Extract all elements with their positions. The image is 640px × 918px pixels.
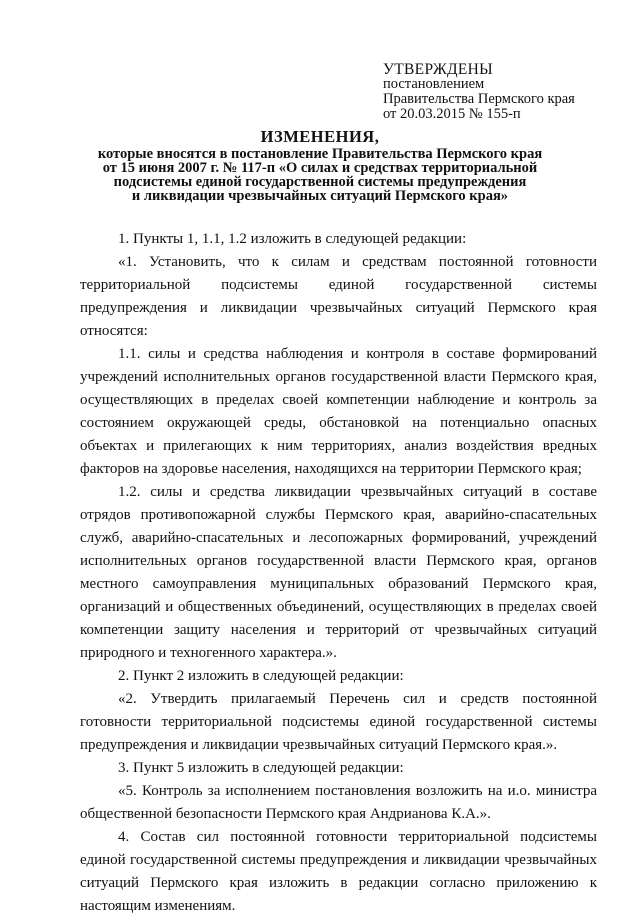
paragraph-point-2: «2. Утвердить прилагаемый Перечень сил и средств постоянной готовности территориальной подсистемы единой государственной системы предупреждения и ликвидации чрезвычайных ситуаций Пермского края.». [80,691,597,753]
document-body [80,228,597,918]
paragraph-item-3: 3. Пункт 5 изложить в следующей редакции: [118,760,404,776]
approval-heading: УТВЕРЖДЕНЫ [383,61,493,78]
document-subtitle [90,147,550,203]
subtitle-line: от 15 июня 2007 г. № 117-п «О силах и средствах территориальной [102,160,538,176]
approval-line: Правительства Пермского края [383,91,575,107]
approval-line: постановлением [383,76,485,92]
paragraph-item-2: 2. Пункт 2 изложить в следующей редакции: [118,668,404,684]
paragraph-point-1-1: 1.1. силы и средства наблюдения и контроля в составе формирований учреждений исполнительных органов государственной власти Пермского края, осуществляющих в пределах своей компетенции наблюдение и контроль за состоянием окружающей среды, обстановкой на потенциально опасных объектах и прилегающих к ним территориях, анализ воздействия вредных факторов на здоровье населения, находящихся на территории Пермского края; [80,346,597,477]
approval-stamp [383,62,633,122]
paragraph-item-4: 4. Состав сил постоянной готовности территориальной подсистемы единой государственной системы предупреждения и ликвидации чрезвычайных ситуаций Пермского края изложить в редакции согласно приложению к настоящим изменениям. [80,829,597,914]
approval-date-number: от 20.03.2015 № 155-п [383,106,521,122]
paragraph-point-5: «5. Контроль за исполнением постановления возложить на и.о. министра общественной безопасности Пермского края Андрианова К.А.». [80,783,597,822]
paragraph-point-1-2: 1.2. силы и средства ликвидации чрезвычайных ситуаций в составе отрядов противопожарной службы Пермского края, аварийно-спасательных служб, аварийно-спасательных и лесопожарных формирований, учреждений исполнительных органов государственной власти Пермского края, органов местного самоуправления муниципальных образований Пермского края, организаций и общественных объединений, осуществляющих в пределах своей компетенции защиту населения и территорий от чрезвычайных ситуаций природного и техногенного характера.». [80,484,597,661]
subtitle-line: подсистемы единой государственной системы предупреждения [113,174,527,190]
paragraph-point-1: «1. Установить, что к силам и средствам постоянной готовности территориальной подсистемы единой государственной системы предупреждения и ликвидации чрезвычайных ситуаций Пермского края относятся: [80,254,597,339]
subtitle-line: и ликвидации чрезвычайных ситуаций Пермского края» [131,188,509,204]
subtitle-line: которые вносятся в постановление Правительства Пермского края [97,146,543,162]
paragraph-item-1: 1. Пункты 1, 1.1, 1.2 изложить в следующей редакции: [118,231,467,247]
document-title: ИЗМЕНЕНИЯ, [260,127,380,146]
